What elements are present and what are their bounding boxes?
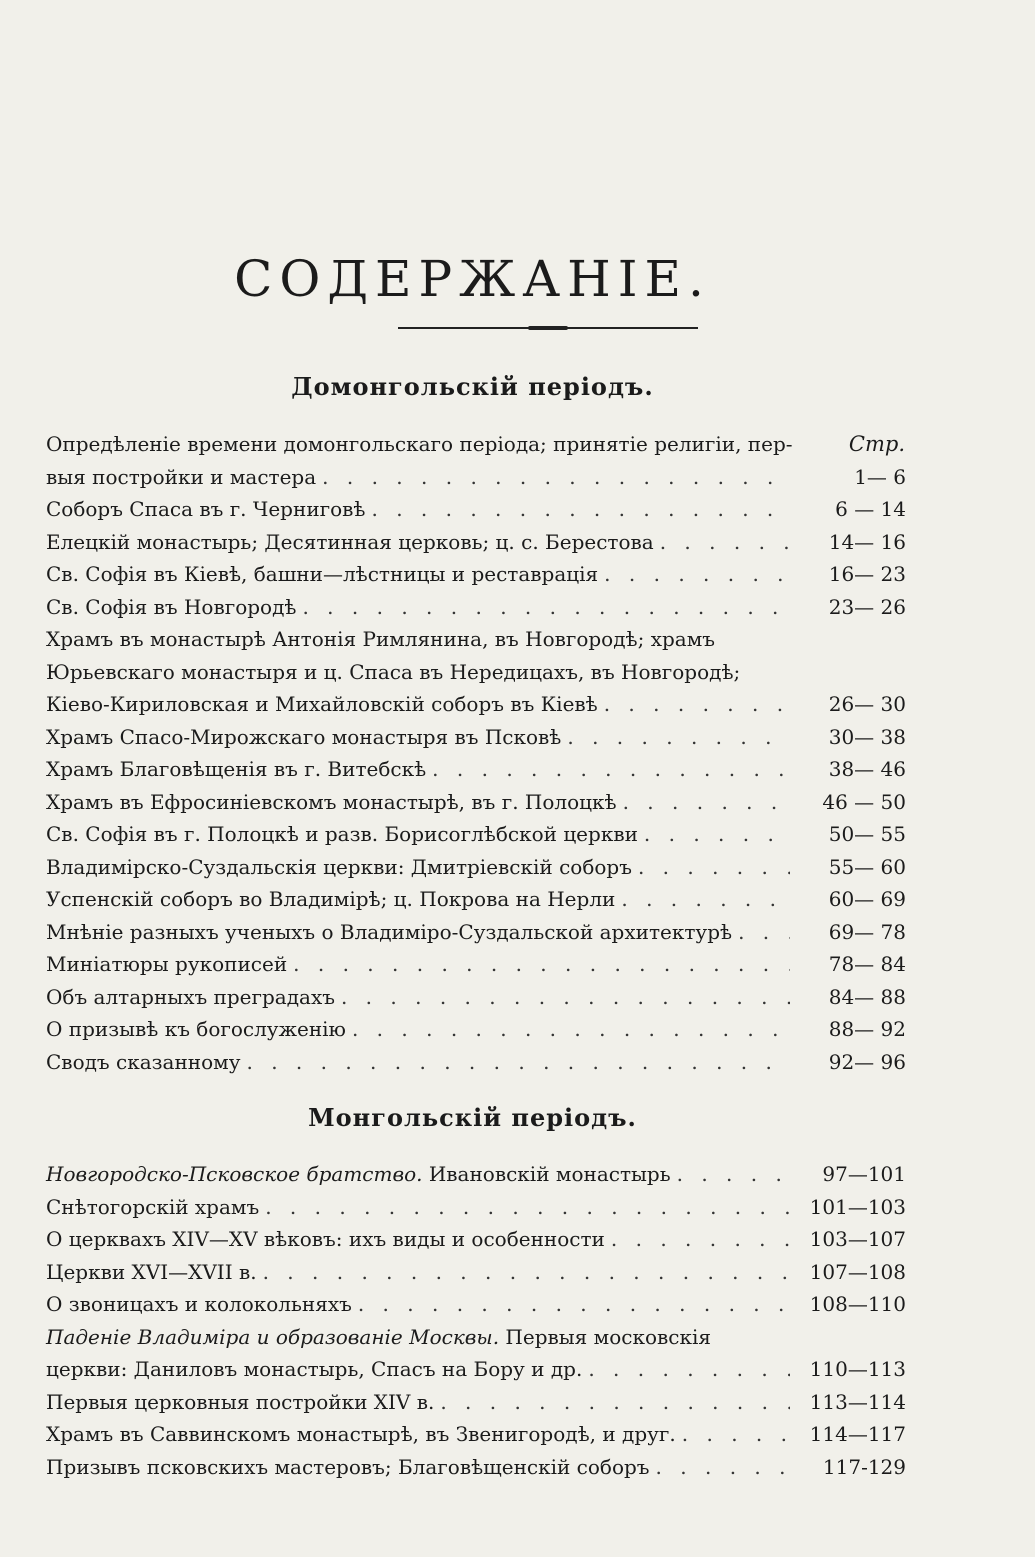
toc-entry-pages: 84— 88 [828,984,906,1009]
toc-entry-line: Миніатюры рукописей [46,952,288,976]
toc-entry-line: Опредѣленіе времени домонгольскаго періода; принятіе религіи, пер- [46,432,793,456]
toc-entry-line: О звоницахъ и колокольняхъ [46,1292,352,1316]
dot-leader [440,1386,790,1419]
toc-entry-text [46,591,296,624]
toc-entry-text [46,721,561,754]
toc-entry [46,591,906,624]
toc-entry-text [46,851,632,884]
toc-entry-line: Призывъ псковскихъ мастеровъ; Благовѣщенскій соборъ [46,1454,650,1479]
dot-leader [567,721,790,754]
dot-leader [604,688,790,721]
toc-entry-text [46,1191,259,1224]
toc-entry [46,493,906,526]
toc-entry [46,948,906,981]
toc-entry-text [46,1353,582,1386]
toc-entry-line: Кіево-Кириловская и Михайловскій соборъ въ Кіевѣ [46,692,598,716]
toc-entry-text [46,753,426,786]
toc-entry-line: Соборъ Спаса въ г. Черниговѣ [46,497,366,521]
toc-entry-text [46,916,732,949]
toc-entry-line: Ивановскій монастырь [428,1162,671,1186]
toc-entry-pages: 78— 84 [828,952,906,976]
dot-leader [358,1288,790,1321]
toc-entry-line: Храмъ Благовѣщенія въ г. Витебскѣ [46,757,427,781]
toc-entry [46,753,906,786]
toc-entry-pages: 113—114 [809,1389,906,1414]
dot-leader [638,851,790,884]
toc-entry-line: Храмъ въ Ефросиніевскомъ монастырѣ, въ г. Полоцкѣ [46,789,617,814]
toc-entry-pages: 46 — 50 [822,789,906,814]
toc-entry-text [46,627,715,651]
dot-leader [352,1013,790,1046]
toc-entry [46,1046,906,1079]
toc-entry-line: О призывѣ къ богослуженію [46,1017,346,1041]
toc-entry-line: Храмъ Спасо-Мирожскаго монастыря въ Псковѣ [46,724,562,749]
toc-entry-line: Первыя церковныя постройки XIV в. [46,1389,435,1414]
toc-list-mongol [46,1158,906,1483]
toc-entry [46,851,906,884]
toc-entry-line: Храмъ въ монастырѣ Антонія Римлянина, въ Новгородѣ; храмъ [46,627,715,651]
toc-entry-pages: 88— 92 [828,1017,906,1041]
toc-entry [46,1386,906,1419]
section-heading-pre-mongol: Домонгольскій періодъ. [291,372,654,401]
toc-entry-line: Св. Софія въ Новгородѣ [46,594,297,619]
toc-entry-line: Храмъ въ Саввинскомъ монастырѣ, въ Звенигородѣ, и друг. [46,1422,676,1446]
toc-entry-line: Юрьевскаго монастыря и ц. Спаса въ Нередицахъ, въ Новгородѣ; [46,659,741,684]
toc-entry-pages: 114—117 [809,1422,906,1446]
dot-leader [432,753,790,786]
dot-leader [623,786,790,819]
toc-entry-pages: 117-129 [822,1454,906,1479]
toc-entry-text [46,526,654,559]
toc-entry-text [46,1325,711,1349]
toc-entry-pages: 30— 38 [828,724,906,749]
toc-entry-line: церкви: Даниловъ монастырь, Спасъ на Бору и др. [46,1357,583,1381]
toc-entry-text [46,948,287,981]
toc-entry-line: Церкви XVI—XVII в. [46,1259,257,1284]
toc-entry-pages: 107—108 [809,1259,906,1284]
toc-entry-text [46,1451,650,1484]
toc-entry-pages: 110—113 [809,1357,906,1381]
toc-entry-pages: 6 — 14 [835,497,906,521]
toc-entry-pages: 14— 16 [828,529,906,554]
toc-entry [46,721,906,754]
toc-entry-pages: 108—110 [809,1292,906,1316]
dot-leader [644,818,790,851]
toc-entry [46,526,906,559]
toc-entry [46,883,906,916]
toc-entry-text [46,558,598,591]
toc-entry-text [46,1013,346,1046]
dot-leader [682,1418,790,1451]
toc-entry [46,1321,906,1386]
section-heading-mongol: Монгольскій періодъ. [308,1103,637,1132]
toc-entry-line: Успенскій соборъ во Владимірѣ; ц. Покрова на Нерли [46,887,616,911]
toc-entry [46,1451,906,1484]
toc-entry-pages: 60— 69 [828,887,906,911]
toc-entry-pages: 1— 6 [854,464,906,489]
dot-leader [611,1223,790,1256]
toc-entry-line: Мнѣніе разныхъ ученыхъ о Владиміро-Суздальской архитектурѣ [46,919,733,944]
toc-entry [46,916,906,949]
dot-leader [588,1353,790,1386]
toc-entry [46,623,906,721]
toc-entry [46,558,906,591]
toc-entry-pages: 50— 55 [828,822,906,846]
toc-entry-text [46,1158,671,1191]
dot-leader [263,1256,790,1289]
dot-leader [621,883,790,916]
toc-entry-text [46,688,598,721]
toc-entry-text [46,981,335,1014]
toc-entry-line: Снѣтогорскій храмъ [46,1194,260,1219]
toc-entry-line: Св. Софія въ Кіевѣ, башни—лѣстницы и реставрація [46,562,599,586]
toc-entry-pages: 16— 23 [828,562,906,586]
dot-leader [604,558,790,591]
toc-entry-line: О церквахъ XIV—XV вѣковъ: ихъ виды и особенности [46,1227,605,1251]
toc-entry-pages: 103—107 [809,1227,906,1251]
toc-entry-pages: 92— 96 [828,1049,906,1074]
toc-entry-text [46,1386,434,1419]
toc-entry-text [46,493,365,526]
dot-leader [677,1158,790,1191]
toc-entry-text [46,432,793,456]
dot-leader [660,526,790,559]
dot-leader [656,1451,790,1484]
dot-leader [302,591,790,624]
toc-entry-line: Владимірско-Суздальскія церкви: Дмитріевскій соборъ [46,854,632,879]
toc-entry-italic-prefix: Паденіе Владиміра и образованіе Москвы. [46,1324,500,1349]
page-column-label: Стр. [848,432,905,456]
toc-entry-pages: 55— 60 [828,854,906,879]
toc-entry-pages: 101—103 [809,1194,906,1219]
toc-entry [46,1256,906,1289]
dot-leader [265,1191,790,1224]
toc-entry-line: Св. Софія въ г. Полоцкѣ и разв. Борисоглѣбской церкви [46,822,638,846]
title-ornament-rule [398,327,698,329]
toc-entry-text [46,1418,676,1451]
toc-entry [46,1191,906,1224]
toc-entry-line: выя постройки и мастера [46,464,317,489]
toc-entry [46,1013,906,1046]
dot-leader [738,916,790,949]
toc-entry [46,1288,906,1321]
toc-entry-text [46,1288,352,1321]
toc-entry-text [46,818,638,851]
toc-entry-pages: 38— 46 [828,757,906,781]
dot-leader [246,1046,790,1079]
toc-entry-pages: 23— 26 [828,594,906,619]
toc-entry-text [46,1046,240,1079]
toc-entry-line: Первыя московскія [505,1324,711,1349]
toc-entry [46,1418,906,1451]
toc-entry [46,1158,906,1191]
toc-entry-pages: 26— 30 [828,692,906,716]
toc-entry [46,981,906,1014]
dot-leader [293,948,790,981]
toc-entry-line: Елецкій монастырь; Десятинная церковь; ц. с. Берестова [46,529,654,554]
toc-entry-text [46,660,740,684]
toc-entry-text [46,1256,257,1289]
toc-entry [46,786,906,819]
toc-entry-italic-prefix: Новгородско-Псковское братство. [46,1162,423,1186]
dot-leader [322,461,790,494]
toc-entry-pages: 69— 78 [828,919,906,944]
toc-entry-text [46,1223,605,1256]
toc-entry [46,818,906,851]
toc-entry-line: Объ алтарныхъ преградахъ [46,984,335,1009]
toc-entry-text [46,883,615,916]
dot-leader [371,493,790,526]
toc-list-pre-mongol [46,428,906,1078]
toc-entry-text [46,461,316,494]
page-title: СОДЕРЖАНІЕ. [234,250,711,308]
toc-entry [46,428,906,493]
toc-entry [46,1223,906,1256]
toc-entry-text [46,786,617,819]
toc-entry-pages: 97—101 [822,1162,906,1186]
toc-entry-line: Сводъ сказанному [46,1049,241,1074]
dot-leader [341,981,790,1014]
